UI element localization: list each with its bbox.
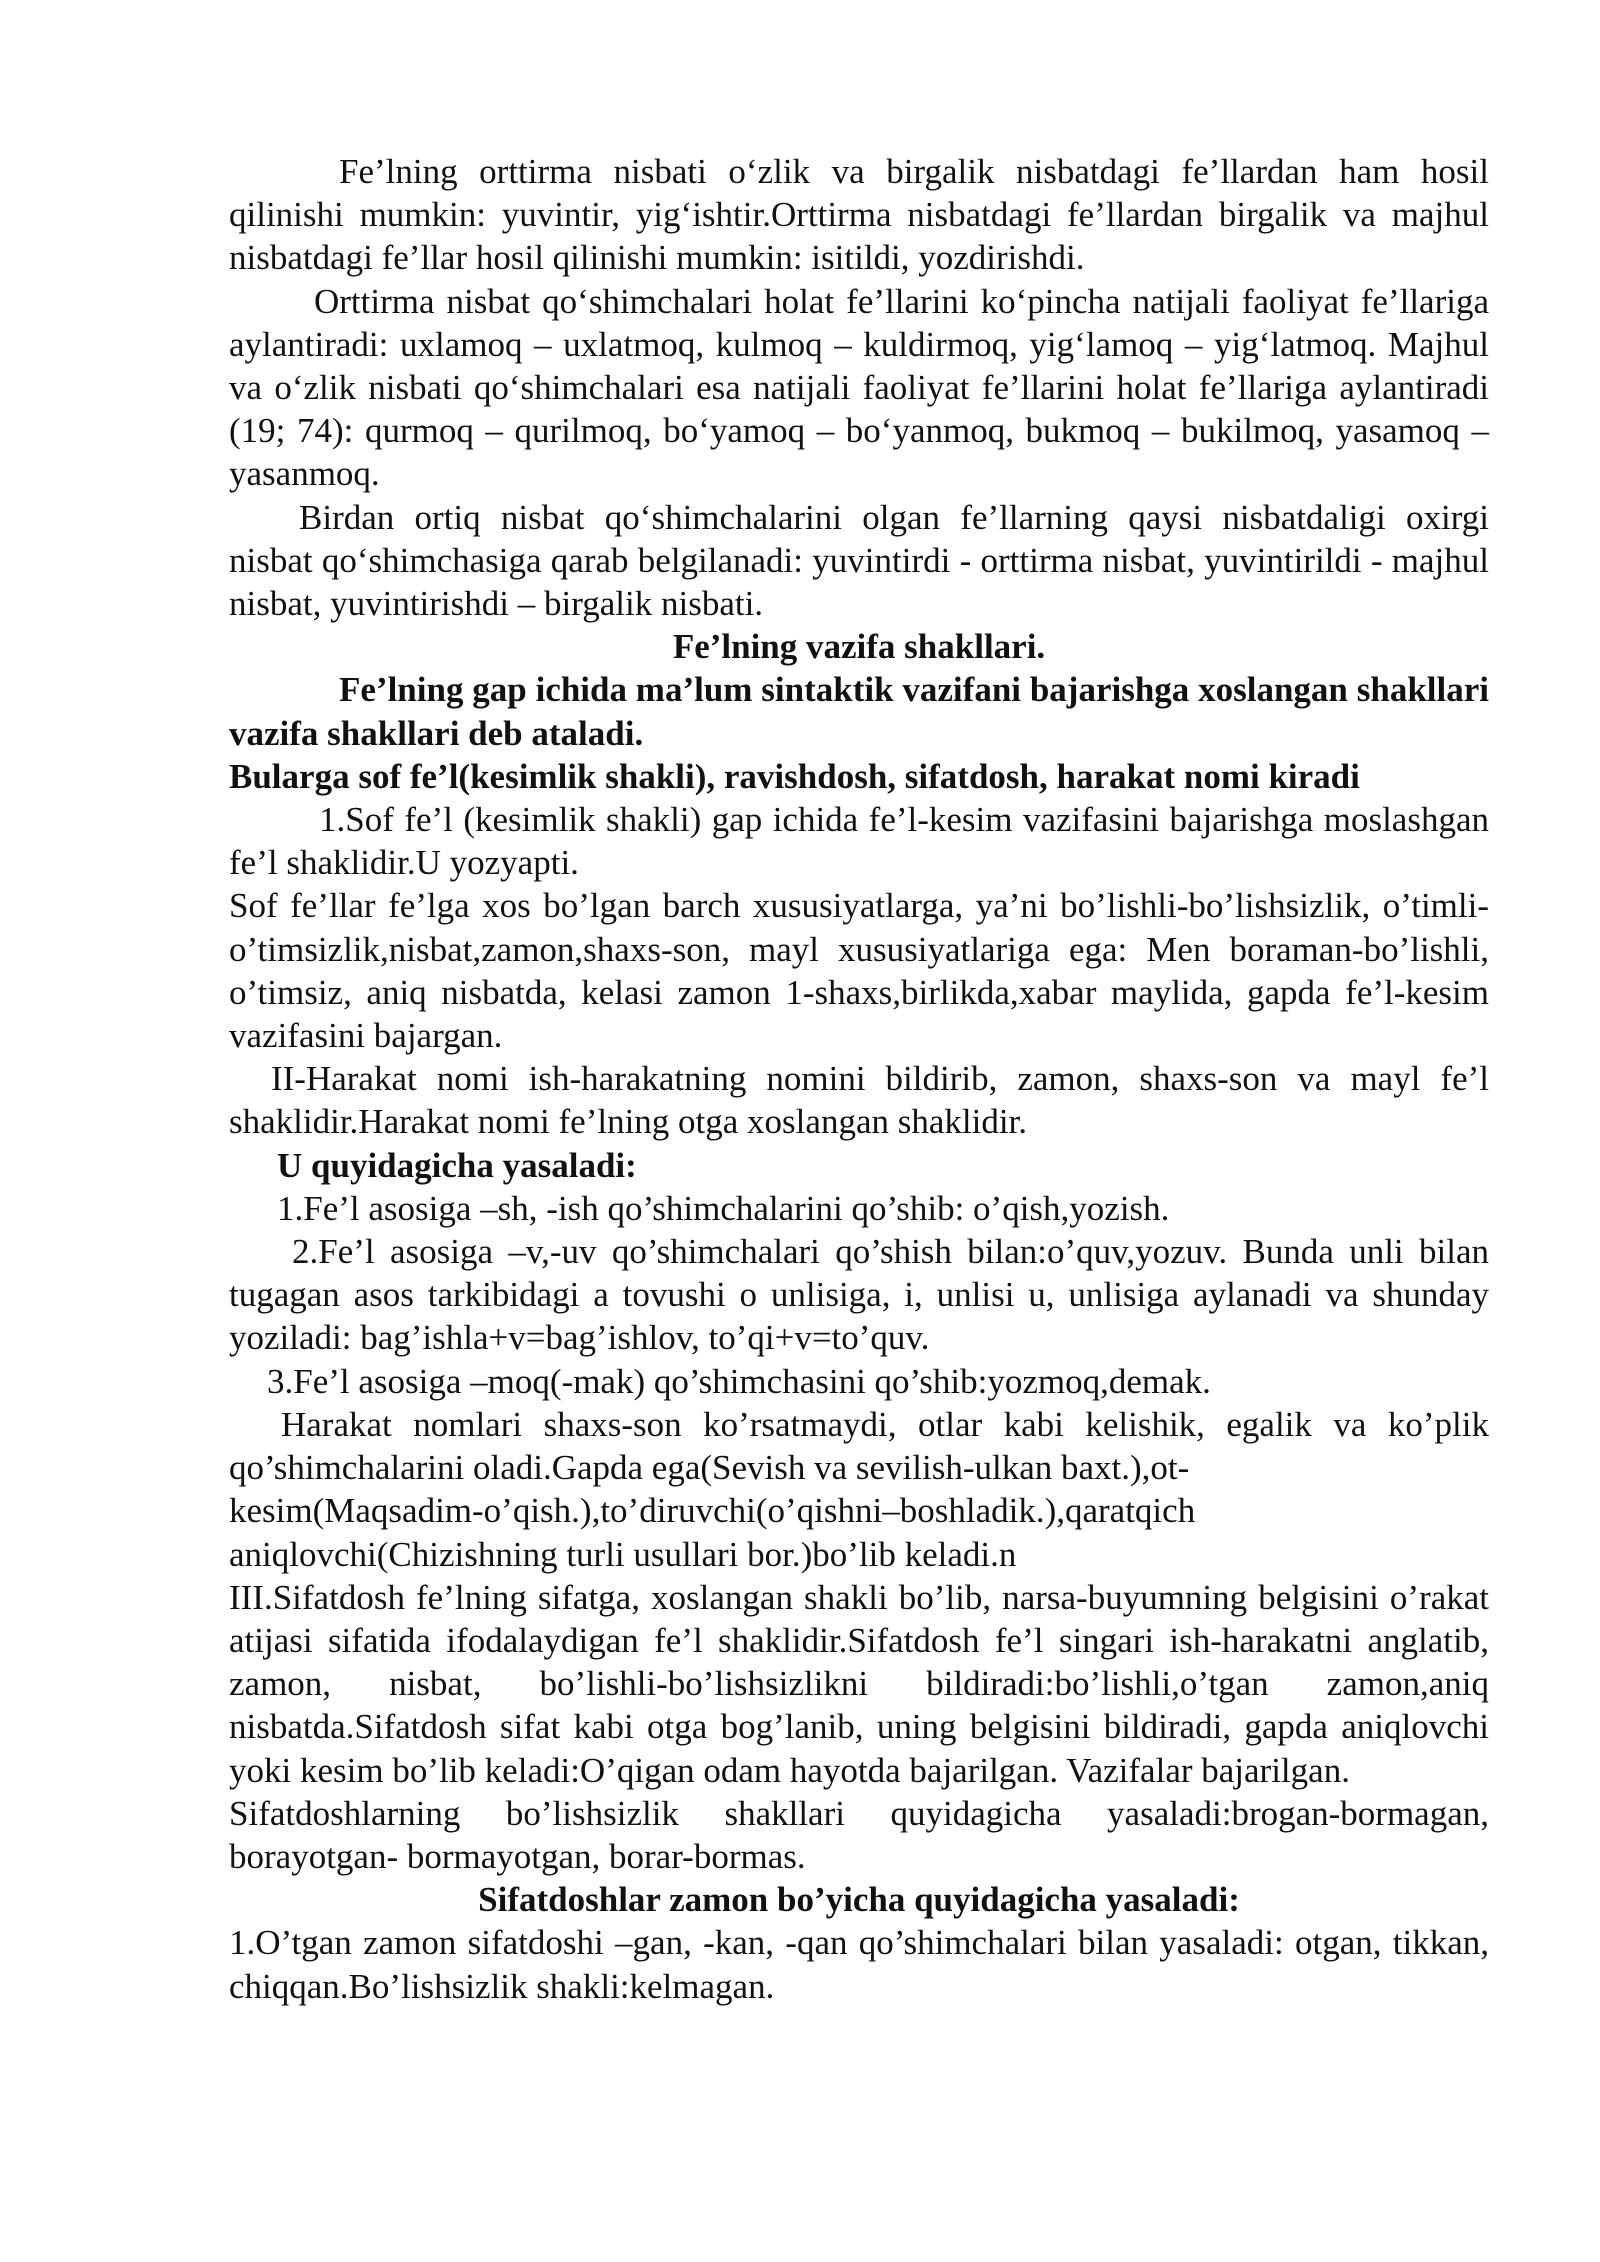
paragraph: II-Harakat nomi ish-harakatning nomini bildirib, zamon, shaxs-son va mayl fe’l shaklidir.Harakat nomi fe’lning otga xoslangan shaklidir. [229,1059,1489,1142]
list-item: 2.Fe’l asosiga –v,-uv qo’shimchalari qo’shish bilan:o’quv,yozuv. Bunda unli bilan tugagan asos tarkibidagi a tovushi o unlisiga, i, unlisi u, unlisiga aylanadi va shunday yoziladi: bag’ishla+v=bag’ishlov, to’qi+v=to’quv. [229,1232,1489,1358]
paragraph: 1.O’tgan zamon sifatdoshi –gan, -kan, -qan qo’shimchalari bilan yasaladi: otgan, tikkan, chiqqan.Bo’lishsizlik shakli:kelmagan. [229,1923,1489,2006]
paragraph: Sof fe’llar fe’lga xos bo’lgan barch xususiyatlarga, ya’ni bo’lishli-bo’lishsizlik, o’timli-o’timsizlik,nisbat,zamon,shaxs-son, mayl xususiyatlariga ega: Men boraman-bo’lishli, o’timsiz, aniq nisbatda, kelasi zamon 1-shaxs,birlikda,xabar maylida, gapda fe’l-kesim vazifasini bajargan. [229,886,1489,1056]
paragraph: III.Sifatdosh fe’lning sifatga, xoslangan shakli bo’lib, narsa-buyumning belgisini o’rakat atijasi sifatida ifodalaydigan fe’l shaklidir.Sifatdosh fe’l singari ish-harakatni anglatib, zamon, nisbat, bo’lishli-bo’lishsizlikni bildiradi:bo’lishli,o’tgan zamon,aniq nisbatda.Sifatdosh sifat kabi otga bog’lanib, uning belgisini bildiradi, gapda aniqlovchi yoki kesim bo’lib keladi:O’qigan odam hayotda bajarilgan. Vazifalar bajarilgan. [229,1577,1489,1790]
paragraph: Sifatdoshlarning bo’lishsizlik shakllari quyidagicha yasaladi:brogan-bormagan, borayotgan- bormayotgan, borar-bormas. [229,1793,1489,1876]
list-item: 3.Fe’l asosiga –moq(-mak) qo’shimchasini qo’shib:yozmoq,demak. [267,1361,1211,1401]
paragraph: Orttirma nisbat qo‘shimchalari holat fe’llarini ko‘pincha natijali faoliyat fe’llariga aylantiradi: uxlamoq – uxlatmoq, kulmoq – kuldirmoq, yig‘lamoq – yig‘latmoq. Majhul va o‘zlik nisbati qo‘shimchalari esa natijali faoliyat fe’llarini holat fe’llariga aylantiradi (19; 74): qurmoq – qurilmoq, bo‘yamoq – bo‘yanmoq, bukmoq – bukilmoq, yasamoq – yasanmoq. [229,281,1489,494]
section-heading: Fe’lning vazifa shakllari. [672,627,1046,667]
paragraph-line: aniqlovchi(Chizishning turli usullari bor.)bo’lib keladi.n [229,1534,1017,1574]
paragraph: 1.Sof fe’l (kesimlik shakli) gap ichida fe’l-kesim vazifasini bajarishga moslashgan fe’l shaklidir.U yozyapti. [229,800,1489,883]
paragraph-line: kesim(Maqsadim-o’qish.),to’diruvchi(o’qishni–boshladik.),qaratqich [229,1491,1196,1531]
definition-paragraph: Fe’lning gap ichida ma’lum sintaktik vazifani bajarishga xoslangan shakllari vazifa shakllari deb ataladi. [229,670,1489,753]
subheading: U quyidagicha yasaladi: [277,1145,637,1185]
list-item: 1.Fe’l asosiga –sh, -ish qo’shimchalarini qo’shib: o’qish,yozish. [277,1188,1170,1228]
paragraph: Fe’lning orttirma nisbati o‘zlik va birgalik nisbatdagi fe’llardan ham hosil qilinishi mumkin: yuvintir, yig‘ishtir.Orttirma nisbatdagi fe’llardan birgalik va majhul nisbatdagi fe’llar hosil qilinishi mumkin: isitildi, yozdirishdi. [229,152,1489,278]
paragraph: Birdan ortiq nisbat qo‘shimchalarini olgan fe’llarning qaysi nisbatdaligi oxirgi nisbat qo‘shimchasiga qarab belgilanadi: yuvintirdi - orttirma nisbat, yuvintirildi - majhul nisbat, yuvintirishdi – birgalik nisbati. [229,497,1489,624]
paragraph: Harakat nomlari shaxs-son ko’rsatmaydi, otlar kabi kelishik, egalik va ko’plik qo’shimchalarini oladi.Gapda ega(Sevish va sevilish-ulkan baxt.),ot- [229,1404,1489,1488]
section-heading: Sifatdoshlar zamon bo’yicha quyidagicha yasaladi: [478,1880,1240,1920]
definition-paragraph: Bularga sof fe’l(kesimlik shakli), ravishdosh, sifatdosh, harakat nomi kiradi [229,756,1360,796]
document-page [229,150,1489,2008]
